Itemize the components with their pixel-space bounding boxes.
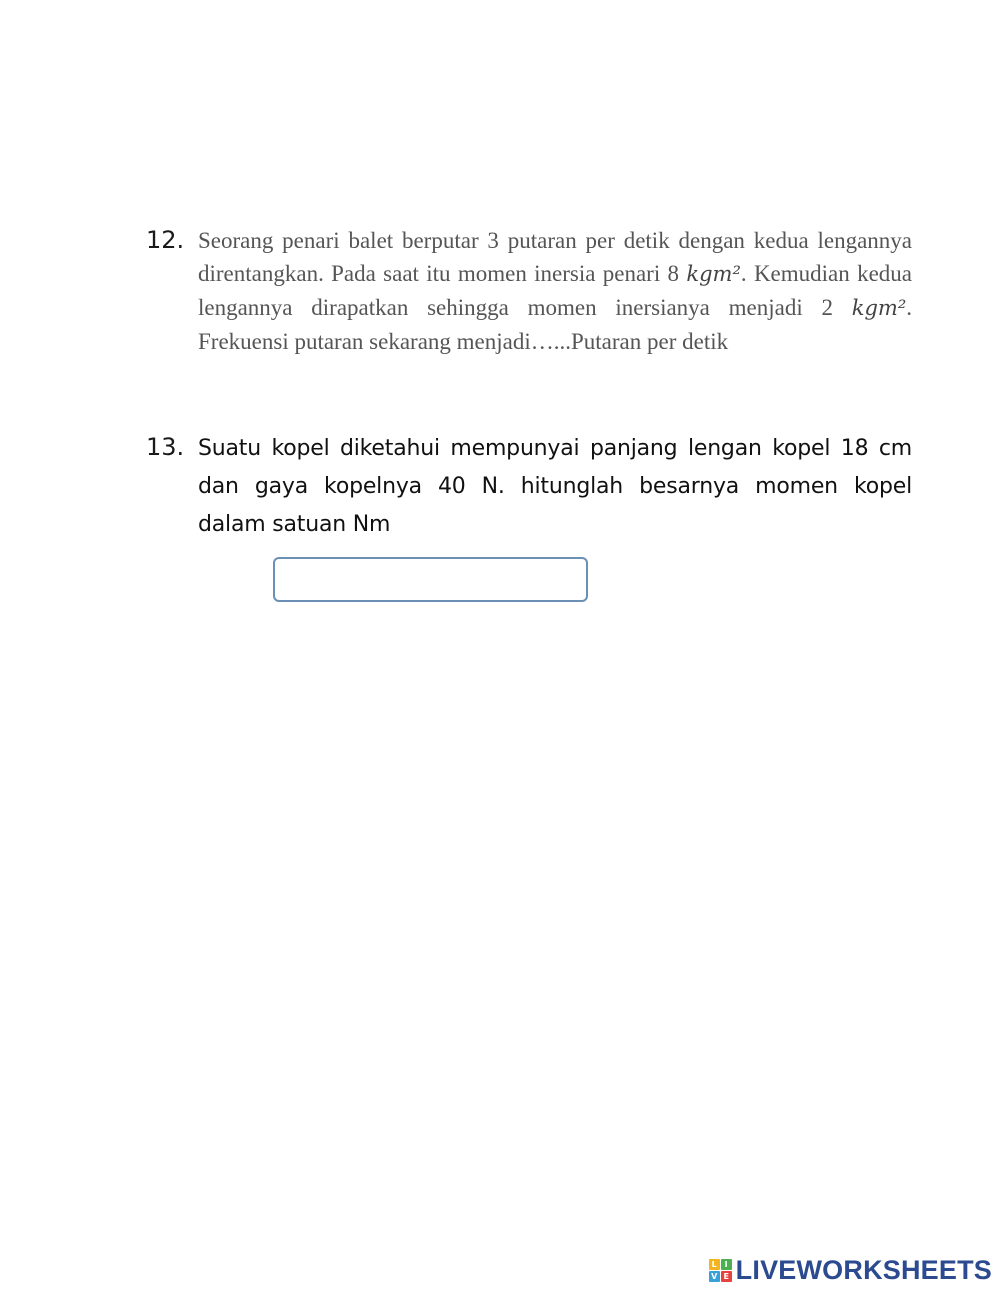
unit-kgm2: kgm²	[851, 296, 907, 320]
question-number: 12.	[146, 226, 185, 254]
question-text-part: . Kemudian kedua lengannya dirapatkan sehingga momen inersianya menjadi 2	[198, 261, 912, 320]
logo-letter: L	[709, 1259, 720, 1270]
question-text-part: Seorang penari balet berputar 3 putaran per detik dengan kedua lengannya direntangkan. Pada saat itu momen inersia penari 8	[198, 228, 912, 286]
question-text	[198, 224, 912, 358]
question-13	[146, 430, 912, 544]
logo-letter: I	[721, 1259, 732, 1270]
answer-input[interactable]	[273, 557, 588, 602]
liveworksheets-brand[interactable]	[709, 1255, 992, 1286]
question-12	[146, 224, 912, 358]
logo-letter: V	[709, 1271, 720, 1282]
logo-letter: E	[721, 1271, 732, 1282]
question-number: 13.	[146, 433, 185, 461]
question-text: Suatu kopel diketahui mempunyai panjang lengan kopel 18 cm dan gaya kopelnya 40 N. hitunglah besarnya momen kopel dalam satuan Nm	[198, 436, 912, 537]
unit-kgm2: kgm²	[686, 262, 741, 286]
brand-name: LIVEWORKSHEETS	[735, 1255, 992, 1285]
liveworksheets-logo-icon	[709, 1259, 732, 1282]
question-text-part: . Frekuensi putaran sekarang menjadi…...Putaran per detik	[198, 295, 912, 354]
